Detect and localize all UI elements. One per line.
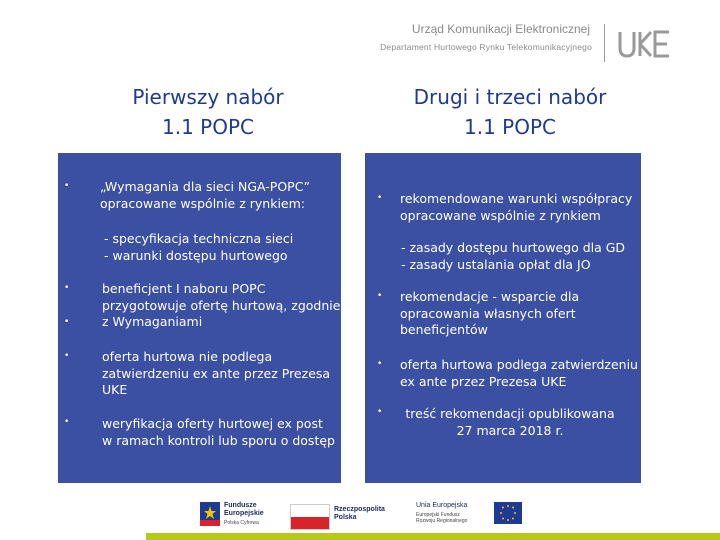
eu-flag-icon bbox=[494, 502, 522, 524]
fe-star-icon bbox=[200, 502, 220, 526]
right-sub-list: - zasady dostępu hurtowego dla GD - zasady ustalania opłat dla JO bbox=[401, 240, 626, 272]
right-item-2: rekomendacje - wsparcie dla opracowania własnych ofert beneficjentów bbox=[400, 289, 580, 337]
unia-europejska-logo bbox=[416, 500, 526, 530]
left-item-1: „Wymagania dla sieci NGA-POPC” opracowane wspólnie z rynkiem: bbox=[100, 179, 311, 211]
uke-logo-icon bbox=[617, 28, 673, 60]
uke-logo bbox=[617, 28, 673, 64]
rp-logo-title: Rzeczpospolita Polska bbox=[334, 506, 385, 521]
right-panel bbox=[365, 153, 641, 483]
left-item-2: beneficjent I naboru POPC przygotowuje ofertę hurtową, zgodnie z Wymaganiami bbox=[102, 281, 341, 329]
org-name: Urząd Komunikacji Elektronicznej bbox=[411, 22, 590, 36]
header-divider bbox=[604, 24, 605, 62]
fe-logo-sub: Polska Cyfrowa bbox=[224, 520, 259, 526]
bullet: • bbox=[377, 407, 383, 417]
left-title-line1: Pierwszy nabór bbox=[132, 85, 284, 109]
footer-accent-bar bbox=[146, 533, 720, 540]
left-sub-list: - specyfikacja techniczna sieci - warunki dostępu hurtowego bbox=[104, 231, 294, 263]
fe-logo-title: Fundusze Europejskie bbox=[224, 502, 264, 517]
ue-logo-sub: Europejski Fundusz Rozwoju Regionalnego bbox=[416, 512, 468, 524]
bullet: • bbox=[377, 359, 383, 369]
left-column-title bbox=[88, 82, 328, 142]
right-title-line1: Drugi i trzeci nabór bbox=[413, 85, 607, 109]
left-panel bbox=[58, 153, 341, 483]
rzeczpospolita-polska-logo bbox=[290, 502, 400, 530]
bullet: • bbox=[377, 193, 383, 203]
right-item-1: rekomendowane warunki współpracy opracowane wspólnie z rynkiem bbox=[400, 191, 633, 223]
right-title-line2: 1.1 POPC bbox=[464, 115, 556, 139]
ue-logo-title: Unia Europejska bbox=[416, 502, 468, 509]
department-name: Departament Hurtowego Rynku Telekomunikacyjnego bbox=[380, 42, 592, 52]
right-column-title bbox=[380, 82, 640, 142]
left-item-4: weryfikacja oferty hurtowej ex post w ramach kontroli lub sporu o dostęp bbox=[102, 416, 335, 448]
bullet: • bbox=[64, 283, 70, 293]
fundusze-europejskie-logo bbox=[200, 500, 282, 530]
polish-flag-icon bbox=[290, 504, 330, 530]
left-item-3: oferta hurtowa nie podlega zatwierdzeniu ex ante przez Prezesa UKE bbox=[102, 349, 331, 397]
bullet: • bbox=[64, 417, 70, 427]
left-title-line2: 1.1 POPC bbox=[162, 115, 254, 139]
bullet: • bbox=[377, 291, 383, 301]
right-item-3: oferta hurtowa podlega zatwierdzeniu ex ante przez Prezesa UKE bbox=[400, 357, 638, 389]
bullet: • bbox=[64, 181, 70, 191]
bullet: • bbox=[64, 351, 70, 361]
bullet: • bbox=[64, 317, 70, 327]
right-item-4: treść rekomendacji opublikowana 27 marca 2018 r. bbox=[405, 406, 615, 438]
